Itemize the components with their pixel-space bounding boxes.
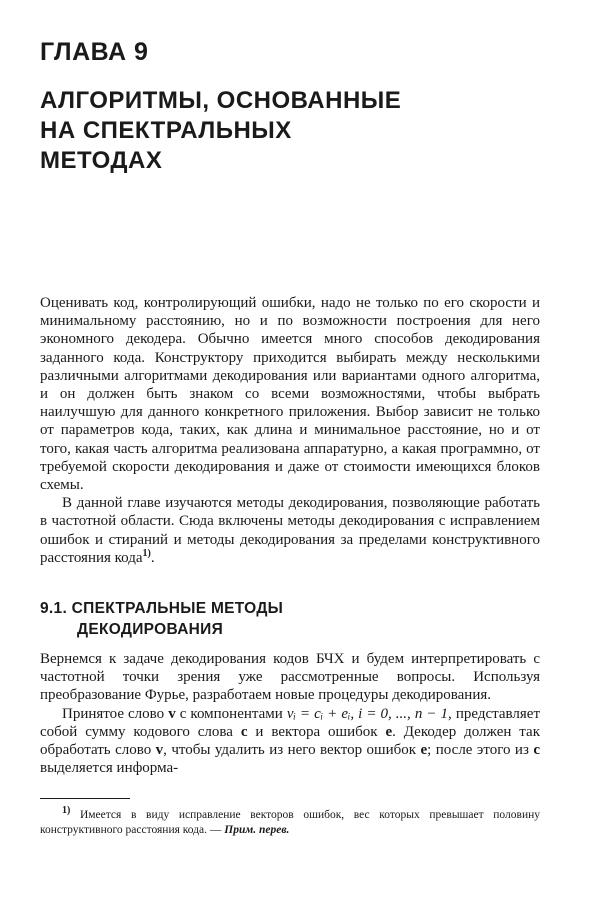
chapter-intro — [40, 294, 540, 567]
formula: n − 1, — [414, 705, 452, 722]
body-text: ; после этого из — [427, 742, 534, 759]
section-title-line-1: СПЕКТРАЛЬНЫЕ МЕТОДЫ — [71, 600, 284, 617]
footnote-marker-text: 1) — [62, 805, 71, 817]
body-text: с компонентами — [175, 705, 287, 722]
body-text: . Декодер должен так обработать слово — [40, 723, 540, 759]
footnote-text: Имеется в виду исправление векторов ошибок, вес которых превышает половину конструктивного расстояния кода. — — [40, 809, 540, 836]
section-heading — [40, 598, 540, 640]
footnote — [40, 805, 540, 837]
vector-symbol: v — [168, 705, 176, 722]
vector-symbol: e — [420, 742, 428, 759]
footnote-reference: 1) — [142, 547, 151, 559]
chapter-title-line-1: АЛГОРИТМЫ, ОСНОВАННЫЕ — [40, 87, 402, 114]
body-text: представляет собой сумму кодового слова — [40, 705, 541, 740]
footnote-divider — [40, 798, 130, 799]
chapter-title — [40, 86, 480, 176]
intro-paragraph-2-end: . — [150, 549, 155, 566]
intro-paragraph-1: Оценивать код, контролирующий ошибки, надо не только по его скорости и минимальному расстоянию, но и по возможности построения для него экономного декодера. Обычно имеется много способов декодирования заданного кода. Конструктору приходится выбирать между несколькими различными алгоритмами декодирования или вариантами одного алгоритма, и он должен быть знаком со всеми возможностями, чтобы выбрать наилучшую для данного конкретного приложения. Выбор зависит не только от параметров кода, таких, как длина и минимальное расстояние, но и от того, какая часть алгоритма реализована аппаратурно, а какая программно, от требуемой скорости декодирования и даже от стоимости имеющихся блоков схемы. — [40, 295, 540, 494]
chapter-label: ГЛАВА 9 — [40, 38, 149, 66]
vector-symbol: c — [240, 723, 248, 740]
vector-symbol: e — [385, 723, 393, 740]
section-title-line-2: ДЕКОДИРОВАНИЯ — [77, 621, 224, 638]
body-text: , чтобы удалить из него вектор ошибок — [163, 742, 421, 759]
intro-paragraph-2-text: В данной главе изучаются методы декодирования, позволяющие работать в частотной области. Сюда включены методы декодирования с исправлением ошибок и стираний и методы декодирования за пределами конструктивного расстояния кода — [40, 495, 540, 566]
formula: vᵢ = cᵢ + eᵢ, i = 0, ..., — [286, 705, 411, 722]
chapter-title-line-2: НА СПЕКТРАЛЬНЫХ — [40, 117, 292, 144]
footnote-marker — [40, 805, 71, 821]
body-text: Принятое слово — [62, 705, 169, 722]
section-number: 9.1. — [40, 600, 68, 617]
translator-note: Прим. перев. — [224, 823, 290, 836]
body-text: выделяется информа- — [40, 760, 179, 777]
section-body — [40, 650, 540, 777]
vector-symbol: v — [155, 742, 164, 759]
body-paragraph-2 — [40, 705, 540, 778]
intro-paragraph-2 — [40, 494, 540, 567]
vector-symbol: c — [533, 742, 540, 759]
chapter-title-line-3: МЕТОДАХ — [40, 147, 163, 174]
body-text: и вектора ошибок — [247, 723, 386, 740]
body-paragraph-1: Вернемся к задаче декодирования кодов БЧХ и будем интерпретировать с частотной точки зрения уже рассмотренные вопросы. Используя преобразование Фурье, разработаем новые процедуры декодирования. — [40, 651, 540, 704]
